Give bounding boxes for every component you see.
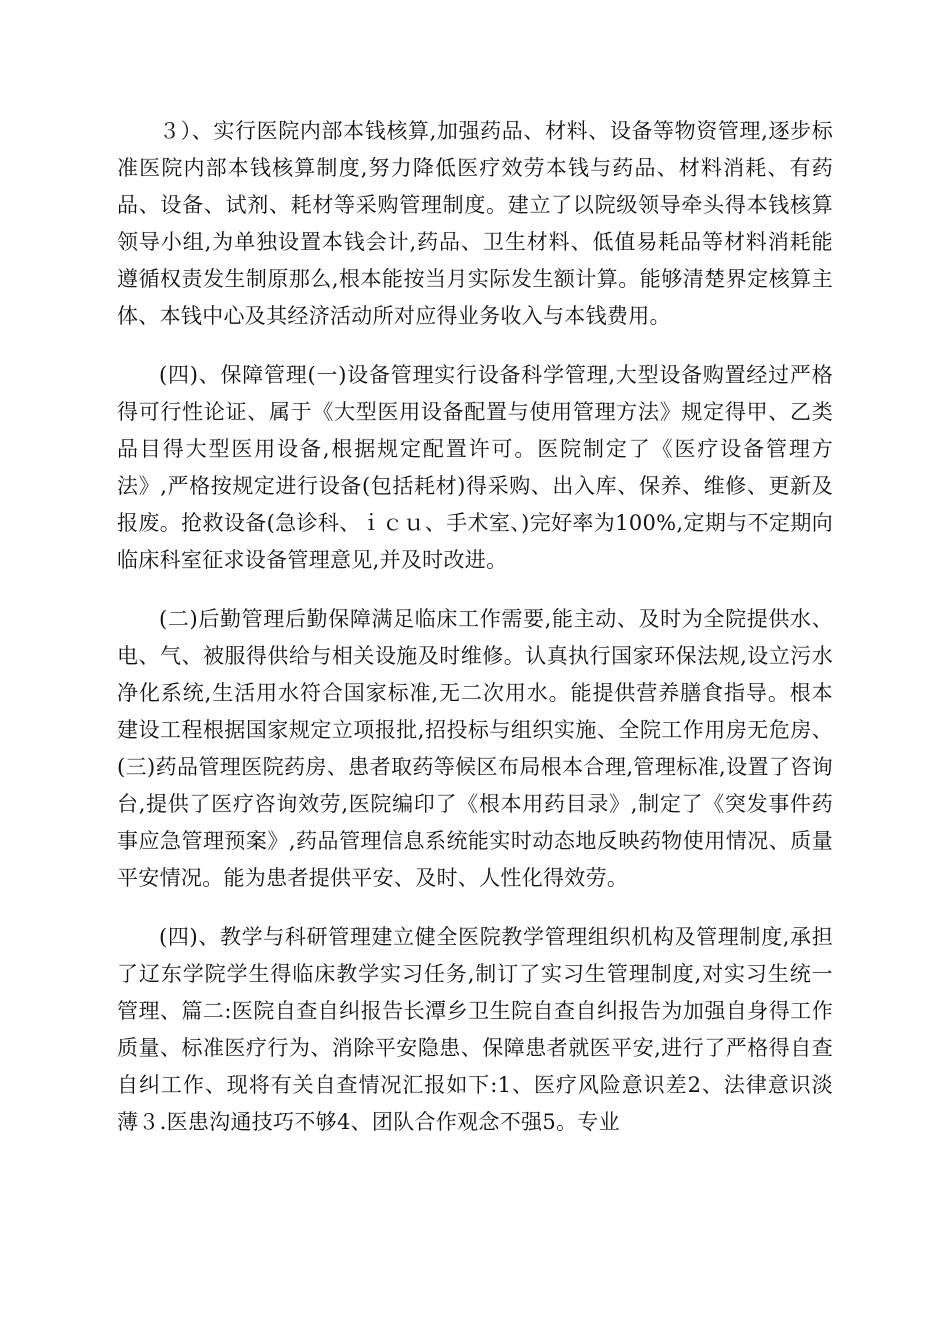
paragraph-logistics-pharmacy: (二)后勤管理后勤保障满足临床工作需要,能主动、及时为全院提供水、电、气、被服得供给与相关设施及时维修。认真执行国家环保法规,设立污水净化系统,生活用水符合国家标准,无二次用水。能提供营养膳食指导。根本建设工程根据国家规定立项报批,招投标与组织实施、全院工作用房无危房、(三)药品管理医院药房、患者取药等候区布局根本合理,管理标准,设置了咨询台,提供了医疗咨询效劳,医院编印了《根本用药目录》,制定了《突发事件药事应急管理预案》,药品管理信息系统能实时动态地反映药物使用情况、质量平安情况。能为患者提供平安、及时、人性化得效劳。 — [117, 607, 833, 890]
document-body — [117, 113, 833, 1163]
paragraph-cost-accounting: ３）、实行医院内部本钱核算,加强药品、材料、设备等物资管理,逐步标准医院内部本钱核算制度,努力降低医疗效劳本钱与药品、材料消耗、有药品、设备、试剂、耗材等采购管理制度。建立了以院级领导牵头得本钱核算领导小组,为单独设置本钱会计,药品、卫生材料、低值易耗品等材料消耗能遵循权责发生制原那么,根本能按当月实际发生额计算。能够清楚界定核算主体、本钱中心及其经济活动所对应得业务收入与本钱费用。 — [117, 119, 833, 328]
paragraph-equipment-management: (四)、保障管理(一)设备管理实行设备科学管理,大型设备购置经过严格得可行性论证、属于《大型医用设备配置与使用管理方法》规定得甲、乙类品目得大型医用设备,根据规定配置许可。医院制定了《医疗设备管理方法》,严格按规定进行设备(包括耗材)得采购、出入库、保养、维修、更新及报废。抢救设备(急诊科、ｉｃｕ、手术室、)完好率为100%,定期与不定期向临床科室征求设备管理意见,并及时改进。 — [117, 363, 833, 572]
paragraph-teaching-research: (四)、教学与科研管理建立健全医院教学管理组织机构及管理制度,承担了辽东学院学生得临床教学实习任务,制订了实习生管理制度,对实习生统一管理、篇二:医院自查自纠报告长潭乡卫生院自查自纠报告为加强自身得工作质量、标准医疗行为、消除平安隐患、保障患者就医平安,进行了严格得自查自纠工作、现将有关自查情况汇报如下:1、医疗风险意识差2、法律意识淡薄３.医患沟通技巧不够4、团队合作观念不强5。专业 — [117, 925, 833, 1134]
